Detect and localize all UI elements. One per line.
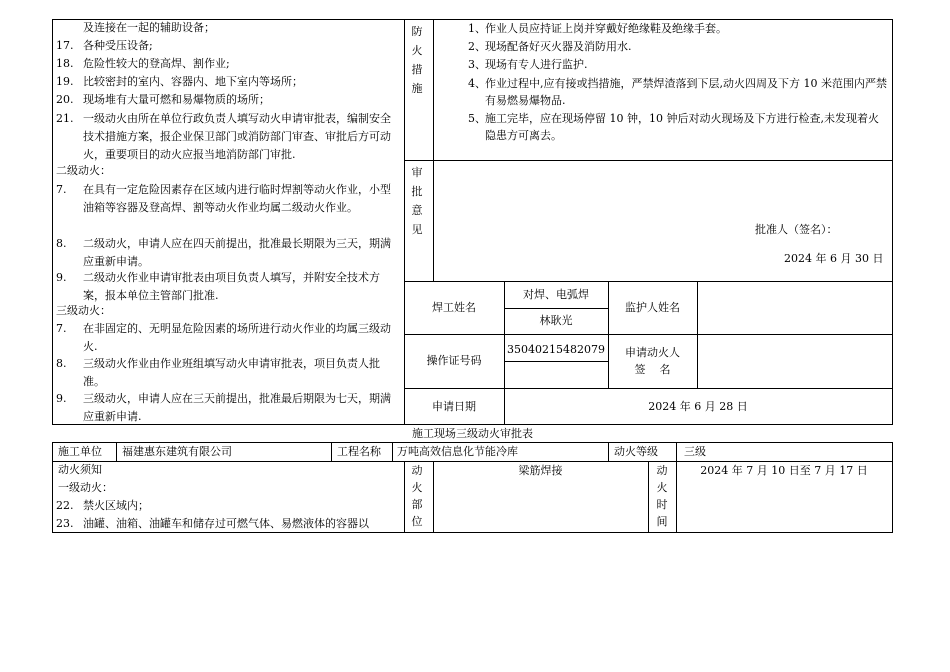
item-text: 施工完毕，应在现场停留 10 钟，10 钟后对动火现场及下方进行检查,未发现着火隐患方可离去。 xyxy=(485,112,879,142)
rule xyxy=(404,388,893,389)
rule xyxy=(892,19,893,424)
rule xyxy=(52,442,893,443)
item-number: 3、 xyxy=(468,58,486,71)
rule xyxy=(433,19,434,281)
location-value: 梁筋焊接 xyxy=(518,464,563,477)
unit-label: 施工单位 xyxy=(58,445,102,458)
list-item xyxy=(56,92,400,107)
item-text: 危险性较大的登高焊、割作业; xyxy=(83,57,230,70)
rule xyxy=(52,532,893,533)
item-text: 三级动火作业由作业班组填写动火申请审批表，项目负责人批准。 xyxy=(83,357,380,388)
item-number: 20. xyxy=(56,93,74,106)
apply-date-label: 申请日期 xyxy=(432,400,476,413)
item-number: 2、 xyxy=(468,40,486,53)
applicant-sign-label: 签 名 xyxy=(634,363,671,376)
list-item xyxy=(56,320,400,356)
item-number: 4、 xyxy=(468,77,486,90)
measures-label: 防火措施 xyxy=(411,25,423,95)
item-text: 现场堆有大量可燃和易爆物质的场所； xyxy=(83,93,270,106)
apply-date: 2024 年 6 月 28 日 xyxy=(648,400,748,413)
approval-label: 审批意见 xyxy=(411,166,423,236)
rule xyxy=(331,442,332,461)
rule xyxy=(504,308,608,309)
item-number: 7. xyxy=(56,183,67,196)
approval-date: 2024 年 6 月 30 日 xyxy=(784,252,884,265)
list-item xyxy=(56,38,400,53)
list-item xyxy=(56,181,400,217)
item-number: 9. xyxy=(56,392,67,405)
item-number: 23. xyxy=(56,517,74,530)
item-number: 18. xyxy=(56,57,74,70)
level2-title: 二级动火： xyxy=(56,164,111,177)
item-text: 二级动火，申请人应在四天前提出，批准最长期限为三天，期满应重新申请。 xyxy=(83,237,391,268)
rule xyxy=(504,361,608,362)
item-number: 17. xyxy=(56,39,74,52)
level-value: 三级 xyxy=(684,445,706,458)
rule xyxy=(404,461,405,532)
item-text: 油罐、油箱、油罐车和储存过可燃气体、易燃液体的容器以 xyxy=(83,517,369,530)
rule xyxy=(52,461,893,462)
item-number: 9. xyxy=(56,271,67,284)
applicant-label: 申请动火人 xyxy=(625,346,680,359)
measure-item xyxy=(468,75,888,109)
welder-name-label: 焊工姓名 xyxy=(432,301,476,314)
item-number: 22. xyxy=(56,499,74,512)
rule xyxy=(404,160,893,161)
list-item xyxy=(56,74,400,89)
measure-item xyxy=(468,21,888,36)
item-text: 三级动火，申请人应在三天前提出，批准最后期限为七天，期满应重新申请. xyxy=(83,392,391,423)
list-item xyxy=(56,516,400,531)
item-number: 8. xyxy=(56,237,67,250)
rule xyxy=(676,442,677,532)
level-label: 动火等级 xyxy=(614,445,658,458)
item-text: 现场配备好灭火器及消防用水. xyxy=(485,40,632,53)
approver-signature-label: 批准人（签名）： xyxy=(755,223,838,236)
list-item xyxy=(56,110,400,164)
item-text: 比较密封的室内、容器内、地下室内等场所； xyxy=(83,75,303,88)
item-text: 一级动火由所在单位行政负责人填写动火申请审批表，编制安全技术措施方案，报企业保卫部门或消防部门审查、审批后方可动火，重要项目的动火应报当地消防部门审批. xyxy=(83,112,391,161)
measure-item xyxy=(468,57,888,72)
item-text: 在具有一定危险因素存在区域内进行临时焊割等动火作业，小型油箱等容器及登高焊、割等动火作业均属二级动火作业。 xyxy=(83,183,391,214)
item-text: 作业过程中,应有接或挡措施，严禁焊渣落到下层,动火四周及下方 10 米范围内严禁有易燃易爆物品. xyxy=(485,77,887,107)
list-item xyxy=(56,390,400,426)
welder-name: 林耿光 xyxy=(539,314,573,327)
measure-item xyxy=(468,39,888,54)
rule xyxy=(404,281,893,282)
rule xyxy=(404,334,893,335)
list-item xyxy=(56,355,400,391)
project-label: 工程名称 xyxy=(337,445,381,458)
item-text: 各种受压设备; xyxy=(83,39,153,52)
item-number: 5、 xyxy=(468,112,486,125)
item-text: 作业人员应持证上岗并穿戴好绝缘鞋及绝缘手套。 xyxy=(485,22,727,35)
list-item xyxy=(56,235,400,271)
item-text: 现场有专人进行监护. xyxy=(485,58,588,71)
welding-type: 对焊、电弧焊 xyxy=(523,288,589,301)
level1-title: 一级动火： xyxy=(58,481,113,494)
rule xyxy=(116,442,117,461)
guardian-name-label: 监护人姓名 xyxy=(625,301,680,314)
cert-number: 35040215482079 xyxy=(507,343,605,356)
item-number: 8. xyxy=(56,357,67,370)
list-item xyxy=(56,56,400,71)
item-number: 7. xyxy=(56,322,67,335)
item-text: 在非固定的、无明显危险因素的场所进行动火作业的均属三级动火. xyxy=(83,322,391,353)
rule xyxy=(697,281,698,388)
list-item xyxy=(56,498,400,513)
item-text: 二级动火作业申请审批表由项目负责人填写，并附安全技术方案，报本单位主管部门批准. xyxy=(83,271,380,302)
form-title: 施工现场三级动火审批表 xyxy=(412,427,533,440)
time-label: 动火时间 xyxy=(656,464,668,528)
item-number: 21. xyxy=(56,112,74,125)
unit-value: 福建惠东建筑有限公司 xyxy=(122,445,232,458)
cert-number-label: 操作证号码 xyxy=(426,354,482,367)
item-text: 禁火区域内； xyxy=(83,499,149,512)
item-number: 1、 xyxy=(468,22,486,35)
time-value: 2024 年 7 月 10 日至 7 月 17 日 xyxy=(700,464,868,477)
project-value: 万吨高效信息化节能冷库 xyxy=(397,445,518,458)
rule xyxy=(892,442,893,532)
level3-title: 三级动火： xyxy=(56,304,111,317)
notice-title: 动火须知 xyxy=(58,463,102,476)
rule xyxy=(608,442,609,461)
item-number: 19. xyxy=(56,75,74,88)
rule xyxy=(52,442,53,532)
rule xyxy=(52,19,53,424)
list-item xyxy=(56,269,400,305)
continued-line: 及连接在一起的辅助设备； xyxy=(83,21,215,34)
measure-item xyxy=(468,110,888,144)
rule xyxy=(648,461,649,532)
rule xyxy=(392,442,393,461)
location-label: 动火部位 xyxy=(411,464,423,528)
